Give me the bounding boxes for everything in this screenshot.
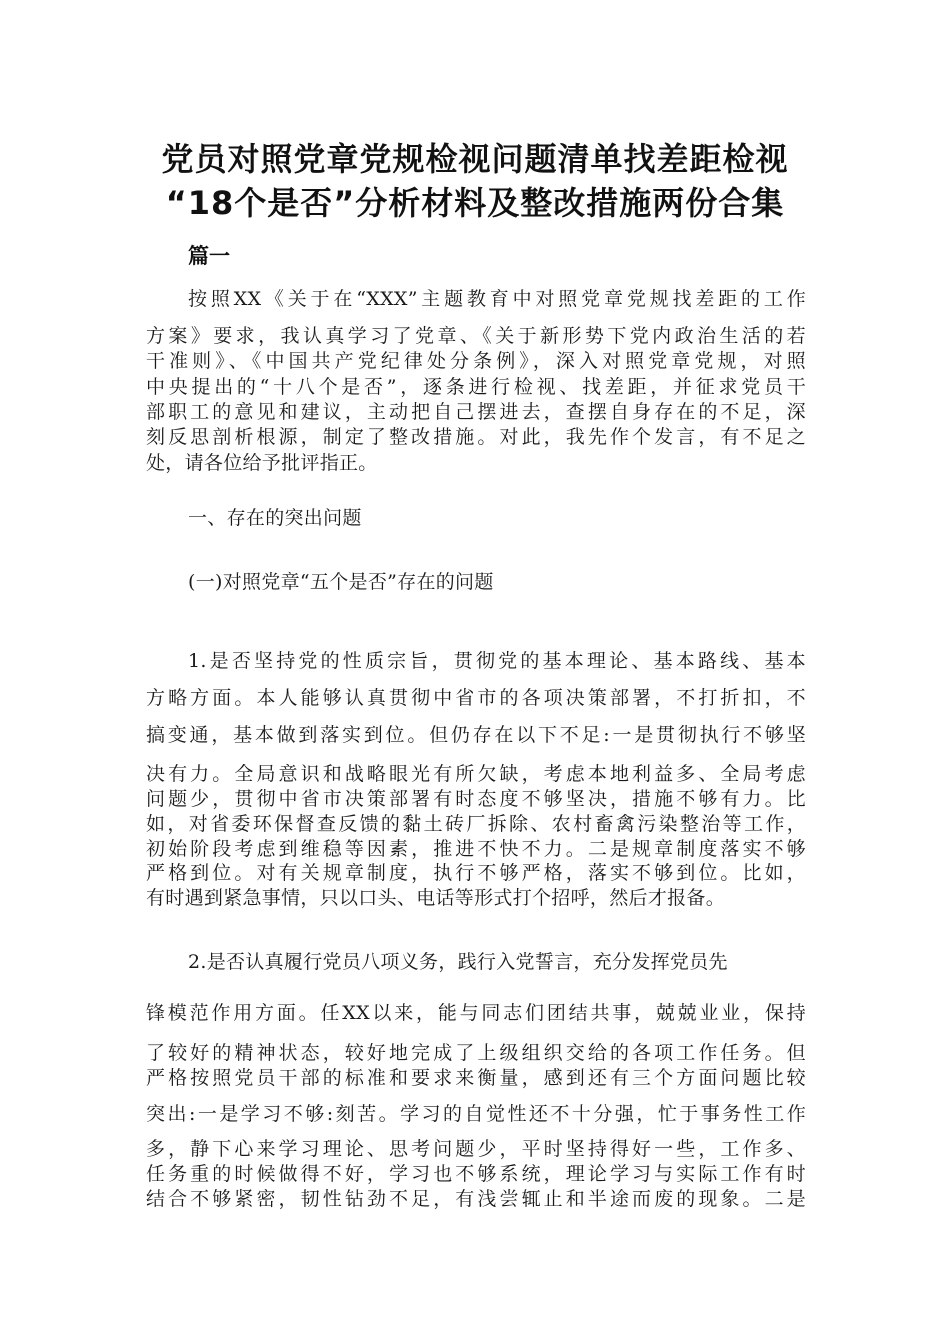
paragraph-line: 干准则》、《中国共产党纪律处分条例》，深入对照党章党规，对照 [146,350,806,372]
paragraph-line: 搞变通，基本做到落实到位。但仍存在以下不足:一是贯彻执行不够坚 [146,724,806,746]
paragraph-line: 中央提出的“十八个是否”，逐条进行检视、找差距，并征求党员干 [146,376,806,398]
paragraph-line: 方案》要求，我认真学习了党章、《关于新形势下党内政治生活的若 [146,325,806,347]
document-title-line-2: “18个是否”分析材料及整改措施两份合集 [165,184,785,222]
paragraph-line: 问题少，贯彻中省市决策部署有时态度不够坚决，措施不够有力。比 [146,788,806,810]
heading-problems: 一、存在的突出问题 [188,507,362,529]
paragraph-line: 有时遇到紧急事情，只以口头、电话等形式打个招呼，然后才报备。 [146,887,726,909]
paragraph-line: 任务重的时候做得不好，学习也不够系统，理论学习与实际工作有时 [146,1163,806,1185]
document-title-line-1: 党员对照党章党规检视问题清单找差距检视 [161,140,789,178]
paragraph-line: 部职工的意见和建议，主动把自己摆进去，查摆自身存在的不足，深 [146,401,806,423]
paragraph-line: 按照XX《关于在“XXX”主题教育中对照党章党规找差距的工作 [188,288,806,310]
paragraph-line: 严格按照党员干部的标准和要求来衡量，感到还有三个方面问题比较 [146,1067,806,1089]
paragraph-line: 突出:一是学习不够:刻苦。学习的自觉性还不十分强，忙于事务性工作 [146,1103,806,1125]
paragraph-line: 2.是否认真履行党员八项义务，践行入党誓言，充分发挥党员先 [188,951,728,973]
paragraph-line: 1.是否坚持党的性质宗旨，贯彻党的基本理论、基本路线、基本 [188,650,806,672]
paragraph-line: 方略方面。本人能够认真贯彻中省市的各项决策部署，不打折扣，不 [146,687,806,709]
paragraph-line: 多，静下心来学习理论、思考问题少，平时坚持得好一些，工作多、 [146,1138,806,1160]
subheading-five-whether: (一)对照党章“五个是否”存在的问题 [188,571,494,593]
paragraph-line: 决有力。全局意识和战略眼光有所欠缺，考虑本地利益多、全局考虑 [146,763,806,785]
paragraph-line: 严格到位。对有关规章制度，执行不够严格，落实不够到位。比如， [146,862,806,884]
paragraph-line: 初始阶段考虑到维稳等因素，推进不快不力。二是规章制度落实不够 [146,838,806,860]
paragraph-line: 结合不够紧密，韧性钻劲不足，有浅尝辄止和半途而废的现象。二是 [146,1188,806,1210]
paragraph-line: 如，对省委环保督查反馈的黏土砖厂拆除、农村畜禽污染整治等工作， [146,813,806,835]
paragraph-line: 锋模范作用方面。任XX以来，能与同志们团结共事，兢兢业业，保持 [146,1002,806,1024]
paragraph-line: 了较好的精神状态，较好地完成了上级组织交给的各项工作任务。但 [146,1042,806,1064]
paragraph-line: 处，请各位给予批评指正。 [146,452,378,474]
section-label: 篇一 [188,244,230,268]
paragraph-line: 刻反思剖析根源，制定了整改措施。对此，我先作个发言，有不足之 [146,426,806,448]
